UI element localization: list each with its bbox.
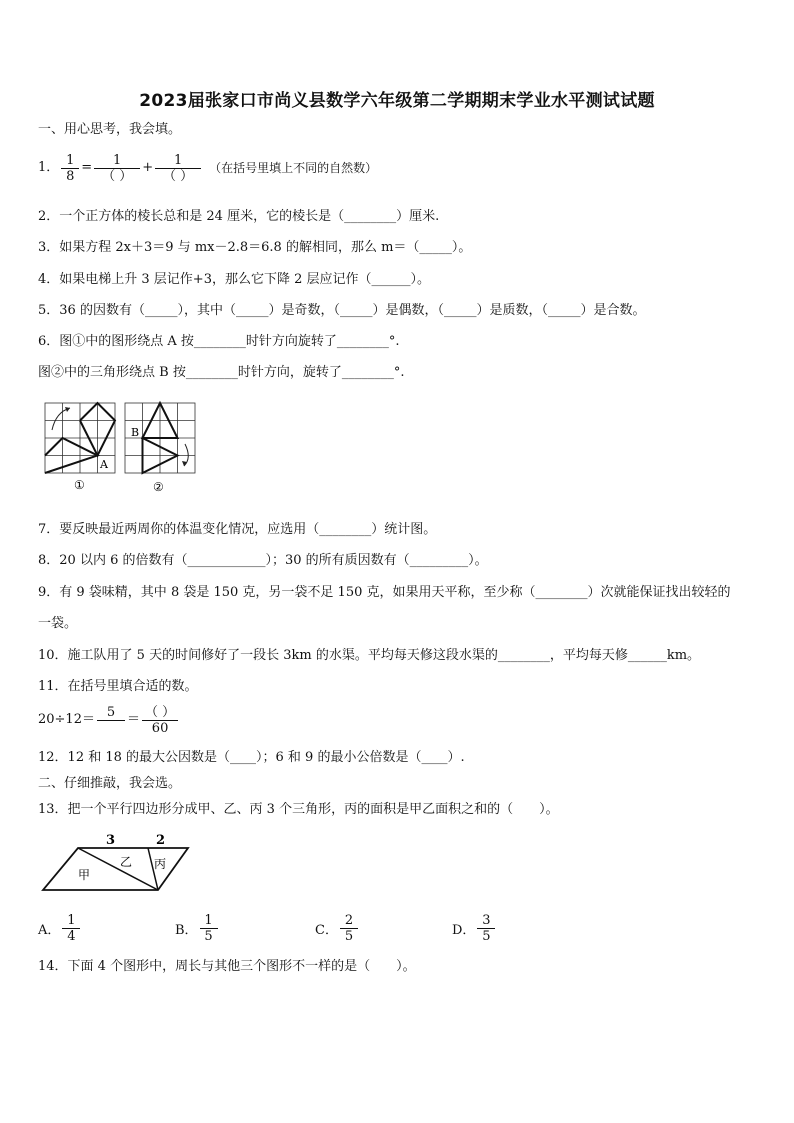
question-11-line-1: 11．在括号里填合适的数。 — [38, 679, 198, 694]
option-b[interactable]: B． $\frac{1}{5}$ — [175, 908, 220, 948]
question-1: 1． $\frac{1}{8}$ = $\frac{1}{( )}$ + $\frac{1}{( )}$ （在括号里填上不同的自然数） — [38, 152, 378, 184]
region-jia-label: 甲 — [78, 868, 91, 882]
question-1-number: 1． — [38, 160, 60, 175]
question-2: 2．一个正方体的棱长总和是 24 厘米，它的棱长是（________）厘米. — [38, 209, 440, 224]
fraction-blank-2: $\frac{1}{( )}$ — [155, 153, 201, 184]
region-bing-label: 丙 — [154, 857, 167, 871]
question-8: 8．20 以内 6 的倍数有（____________）；30 的所有质因数有（_________）。 — [38, 553, 488, 568]
question-7: 7．要反映最近两周你的体温变化情况，应选用（________）统计图。 — [38, 522, 437, 537]
section-1-heading: 一、用心思考，我会填。 — [38, 122, 182, 137]
question-10: 10．施工队用了 5 天的时间修好了一段长 3km 的水渠。平均每天修这段水渠的________，平均每天修______km。 — [38, 648, 701, 663]
point-a-label: A — [100, 458, 108, 471]
question-1-note: （在括号里填上不同的自然数） — [209, 161, 378, 175]
section-2-heading: 二、仔细推敲，我会选。 — [38, 776, 182, 791]
parallelogram-figure — [38, 828, 198, 894]
fraction-blank-1: $\frac{1}{( )}$ — [94, 153, 140, 184]
question-11-expression: 20÷12＝ 5 ＝ $\frac{( )}{60}$ — [38, 700, 180, 740]
point-b-label: B — [131, 426, 140, 439]
option-c[interactable]: C． $\frac{2}{5}$ — [315, 908, 360, 948]
question-6-line-1: 6．图①中的图形绕点 A 按________时针方向旋转了________°. — [38, 334, 400, 349]
question-6-line-2: 图②中的三角形绕点 B 按________时针方向，旋转了________°. — [38, 365, 405, 380]
figure-1-caption: ① — [74, 478, 85, 492]
question-9-line-2: 一袋。 — [38, 616, 78, 631]
fraction-blank-60: $\frac{( )}{60}$ — [142, 705, 178, 736]
question-9-line-1: 9．有 9 袋味精，其中 8 袋是 150 克，另一袋不足 150 克，如果用天平称，至少称（________）次就能保证找出较轻的 — [38, 585, 731, 600]
question-5: 5．36 的因数有（_____），其中（_____）是奇数，（_____）是偶数，（_____）是质数，（_____）是合数。 — [38, 303, 646, 318]
length-label-3: 3 — [106, 833, 116, 848]
question-12: 12．12 和 18 的最大公因数是（____）；6 和 9 的最小公倍数是（____）. — [38, 750, 465, 765]
region-yi-label: 乙 — [120, 855, 133, 869]
fraction-5-blank: 5 — [97, 705, 125, 736]
fraction-1-8: $\frac{1}{8}$ — [61, 153, 79, 184]
option-d[interactable]: D． $\frac{3}{5}$ — [452, 908, 497, 948]
question-14: 14．下面 4 个图形中，周长与其他三个图形不一样的是（ ）。 — [38, 959, 416, 974]
question-4: 4．如果电梯上升 3 层记作+3，那么它下降 2 层应记作（______）。 — [38, 272, 431, 287]
question-3: 3．如果方程 2x＋3＝9 与 mx－2.8＝6.8 的解相同，那么 m＝（_____）。 — [38, 240, 472, 255]
length-label-2: 2 — [156, 833, 166, 848]
option-a[interactable]: A． $\frac{1}{4}$ — [38, 908, 82, 948]
rotation-figures — [40, 398, 210, 498]
question-13: 13．把一个平行四边形分成甲、乙、丙 3 个三角形，丙的面积是甲乙面积之和的（ ）。 — [38, 802, 559, 817]
page-title: 2023届张家口市尚义县数学六年级第二学期期末学业水平测试试题 — [139, 91, 655, 111]
figure-2-caption: ② — [153, 480, 164, 494]
parallelogram-outline — [43, 848, 188, 890]
